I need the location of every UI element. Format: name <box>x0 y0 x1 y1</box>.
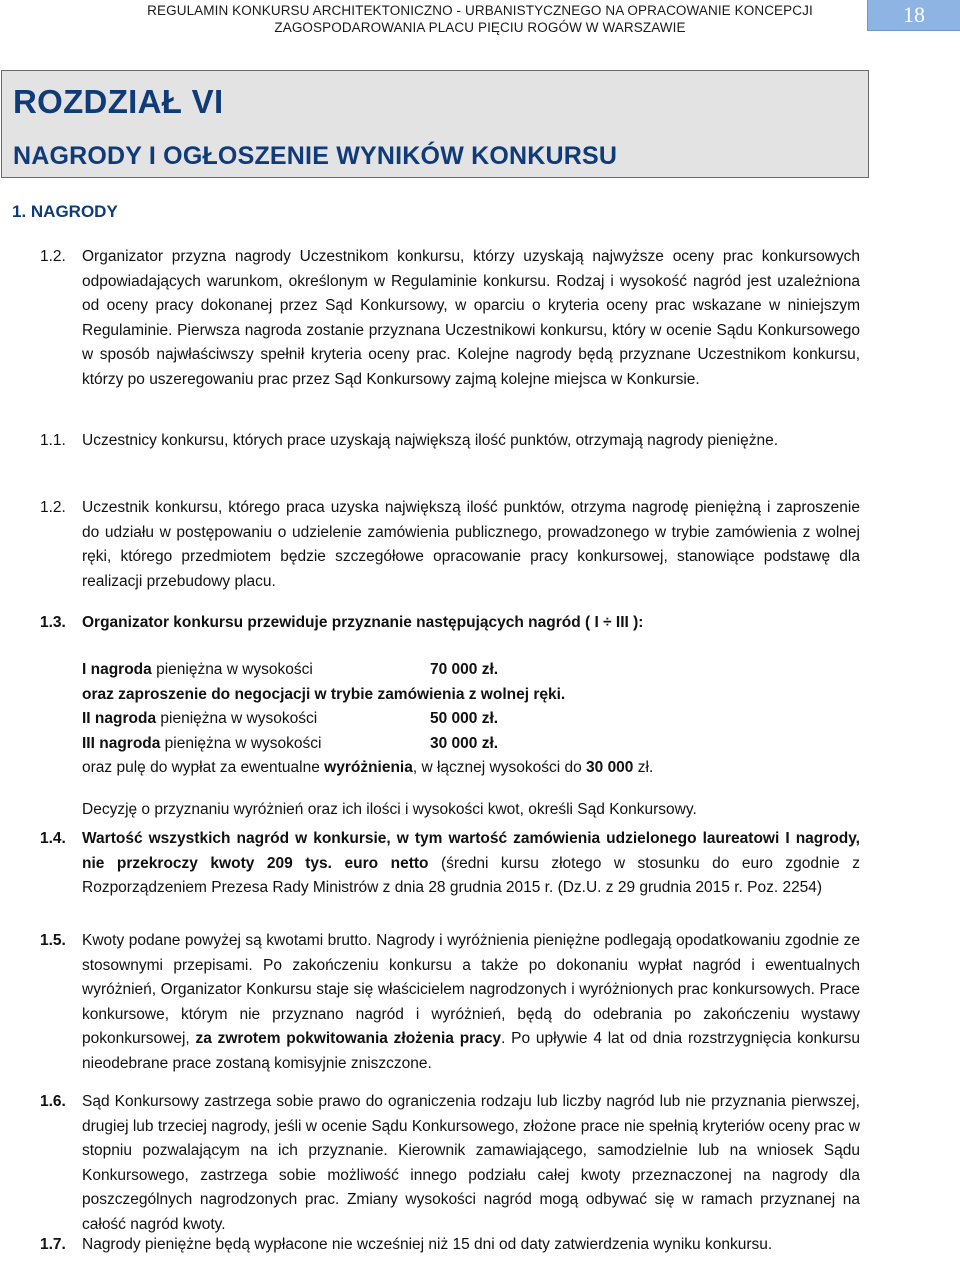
decision-note: Decyzję o przyznaniu wyróżnień oraz ich ilości i wysokości kwot, określi Sąd Konkursowy. <box>82 801 697 818</box>
paragraph-number: 1.6. <box>40 1093 66 1110</box>
paragraph-text: Nagrody pieniężne będą wypłacone nie wcześniej niż 15 dni od daty zatwierdzenia wyniku konkursu. <box>82 1236 773 1253</box>
pool-text-b: wyróżnienia <box>324 759 413 776</box>
header-title-line-2: ZAGOSPODAROWANIA PLACU PIĘCIU ROGÓW W WARSZAWIE <box>274 20 686 35</box>
page-number: 18 <box>867 0 960 31</box>
paragraph-1-7 <box>40 1233 860 1258</box>
prize-third-label: III nagroda <box>82 734 161 752</box>
chapter-heading-box <box>1 70 869 178</box>
prize-third <box>82 732 822 757</box>
paragraph-number: 1.4. <box>40 830 66 847</box>
paragraph-rest-text: (średni kursu złotego w stosunku do euro zgodnie z Rozporządzeniem Prezesa Rady Ministrów z dnia 28 grudnia 2015 r. (Dz.U. z 29 grudnia 2015 r. Poz. 2254) <box>82 854 860 896</box>
prize-first-label: I nagroda <box>82 661 152 678</box>
paragraph-1-3 <box>40 611 860 636</box>
paragraph-text: Sąd Konkursowy zastrzega sobie prawo do ograniczenia rodzaju lub liczby nagród lub nie przyznania pierwszej, drugiej lub trzeciej nagrody, jeśli w ocenie Sądu Konkursowego, złożone prace nie spełnią kryteriów oceny prac w stopniu pozwalającym na ich przyznanie. Kierownik zamawiającego, samodzielnie lub na wniosek Sądu Konkursowego, zastrzega sobie możliwość innego podziału całej kwoty przeznaczonej na nagrody dla poszczególnych nagrodzonych prac. Zmiany wysokości nagród mogą odbywać się w ramach przyznanej na całość nagród kwoty. <box>82 1093 860 1233</box>
paragraph-number: 1.2. <box>40 248 66 265</box>
paragraph-text-a: Kwoty podane powyżej są kwotami brutto. Nagrody i wyróżnienia pieniężne podlegają opodatkowaniu zgodnie ze stosownymi przepisami. Po zakończeniu konkursu a także po dokonaniu wypłat nagród i ewentualnych wyróżnień, Organizator Konkursu staje się właścicielem nagrodzonych i wyróżnionych prac konkursowych. Prace konkursowe, którym nie przyznano nagród i wyróżnień, będą do odebrania po zakończeniu wystawy pokonkursowej, <box>82 932 860 1047</box>
chapter-subtitle: NAGRODY I OGŁOSZENIE WYNIKÓW KONKURSU <box>13 142 618 170</box>
prize-invitation-text: oraz zaproszenie do negocjacji w trybie zamówienia z wolnej ręki. <box>82 685 566 703</box>
paragraph-text-b: . Po upływie 4 lat od dnia rozstrzygnięcia konkursu nieodebrane prace zostaną komisyjnie zniszczone. <box>82 1030 860 1072</box>
prize-pool <box>82 756 822 781</box>
paragraph-1-1 <box>40 429 860 454</box>
prize-second <box>82 707 822 732</box>
paragraph-text: Uczestnik konkursu, którego praca uzyska największą ilość punktów, otrzyma nagrodę pieniężną i zaproszenie do udziału w postępowaniu o udzielenie zamówienia publicznego, prowadzonego w trybie zamówienia z wolnej ręki, którego przedmiotem będzie szczegółowe opracowanie pracy konkursowej, stanowiące podstawę dla realizacji przebudowy placu. <box>82 499 860 590</box>
paragraph-number: 1.7. <box>40 1236 66 1253</box>
paragraph-1-2 <box>40 496 860 594</box>
paragraph-1-6 <box>40 1090 860 1237</box>
paragraph-text: Organizator konkursu przewiduje przyznanie następujących nagród ( I ÷ III ): <box>82 614 644 631</box>
paragraph-number: 1.1. <box>40 432 66 449</box>
prize-third-amount: 30 000 zł. <box>430 734 499 752</box>
paragraph-bold-text: Wartość wszystkich nagród w konkursie, w tym wartość zamówienia udzielonego laureatowi I nagrody, nie przekroczy kwoty 209 tys. euro netto <box>82 830 860 872</box>
paragraph-number: 1.2. <box>40 499 66 516</box>
pool-text-e: zł. <box>633 759 654 776</box>
prize-second-label: II nagroda <box>82 710 157 727</box>
section-title: 1. NAGRODY <box>12 202 118 221</box>
prize-third-desc: pieniężna w wysokości <box>160 734 322 752</box>
chapter-title: ROZDZIAŁ VI <box>13 83 224 120</box>
paragraph-number: 1.5. <box>40 932 66 949</box>
page-header <box>0 0 960 42</box>
pool-text-a: oraz pulę do wypłat za ewentualne <box>82 759 325 776</box>
paragraph-text <box>82 929 860 1076</box>
prize-second-amount: 50 000 zł. <box>430 710 499 727</box>
prize-first-amount: 70 000 zł. <box>430 661 499 678</box>
paragraph-number: 1.3. <box>40 614 66 631</box>
paragraph-bold-text: za zwrotem pokwitowania złożenia pracy <box>195 1030 502 1047</box>
prize-second-desc: pieniężna w wysokości <box>156 710 318 727</box>
paragraph-1-5 <box>40 929 860 1076</box>
paragraph-text <box>82 827 860 901</box>
paragraph-text: Organizator przyzna nagrody Uczestnikom konkursu, którzy uzyskają najwyższe oceny prac konkursowych odpowiadających warunkom, określonym w Regulaminie konkursu. Rodzaj i wysokość nagród jest uzależniona od oceny pracy dokonanej przez Sąd Konkursowy, w oparciu o kryteria oceny prac wskazane w niniejszym Regulaminie. Pierwsza nagroda zostanie przyznana Uczestnikowi konkursu, który w ocenie Sądu Konkursowego w sposób najwłaściwszy spełnił kryteria oceny prac. Kolejne nagrody będą przyznane Uczestnikom konkursu, którzy po uszeregowaniu prac przez Sąd Konkursowy zajmą kolejne miejsca w Konkursie. <box>82 248 860 388</box>
paragraph-1-4 <box>40 827 860 901</box>
prize-first-desc: pieniężna w wysokości <box>151 661 313 678</box>
prize-first <box>82 658 822 683</box>
pool-text-d: 30 000 <box>586 759 634 776</box>
prize-invitation <box>82 683 822 708</box>
paragraph-text: Uczestnicy konkursu, których prace uzyskają największą ilość punktów, otrzymają nagrody pieniężne. <box>82 432 779 449</box>
prize-list <box>82 658 822 781</box>
pool-text-c: , w łącznej wysokości do <box>412 759 587 776</box>
header-title-line-1: REGULAMIN KONKURSU ARCHITEKTONICZNO - URBANISTYCZNEGO NA OPRACOWANIE KONCEPCJI <box>147 3 813 18</box>
paragraph-1-2-intro <box>40 245 860 392</box>
